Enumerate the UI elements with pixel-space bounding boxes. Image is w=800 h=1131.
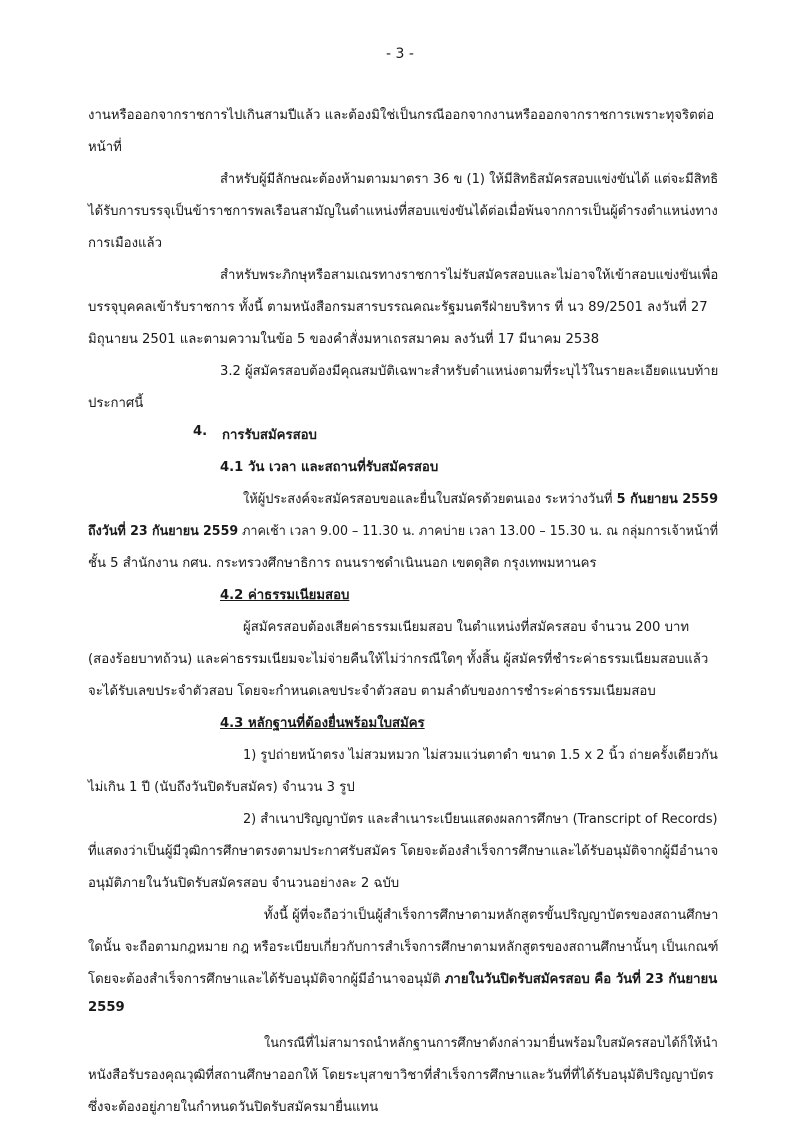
text-line: ทั้งนี้ ผู้ที่จะถือว่าเป็นผู้สำเร็จการศึกษาตามหลักสูตรขั้นปริญญาบัตรของสถานศึกษา	[264, 908, 719, 923]
text-line: หน้าที่	[88, 140, 122, 155]
text-line: ไม่เกิน 1 ปี (นับถึงวันปิดรับสมัคร) จำนวน 3 รูป	[88, 780, 355, 795]
text-line	[88, 968, 717, 989]
text-line: 1) รูปถ่ายหน้าตรง ไม่สวมหมวก ไม่สวมแว่นตาดำ ขนาด 1.5 x 2 นิ้ว ถ่ายครั้งเดียวกัน	[243, 748, 718, 763]
text-line: การเมืองแล้ว	[88, 236, 163, 251]
text-segment: โดยจะต้องสำเร็จการศึกษาและได้รับอนุมัติจากผู้มีอำนาจอนุมัติ	[88, 972, 445, 987]
subsection-heading: 4.3 หลักฐานที่ต้องยื่นพร้อมใบสมัคร	[220, 716, 425, 731]
text-line: 3.2 ผู้สมัครสอบต้องมีคุณสมบัติเฉพาะสำหรับตำแหน่งตามที่ระบุไว้ในรายละเอียดแนบท้าย	[220, 364, 719, 379]
date-start: 5 กันยายน 2559	[616, 492, 719, 507]
text-segment: ภาคเช้า เวลา 9.00 – 11.30 น. ภาคบ่าย เวลา 13.00 – 15.30 น. ณ กลุ่มการเจ้าหน้าที่	[238, 524, 719, 539]
date-end: ถึงวันที่ 23 กันยายน 2559	[88, 524, 239, 539]
text-line: หนังสือรับรองคุณวุฒิที่สถานศึกษาออกให้ โดยระบุสาขาวิชาที่สำเร็จการศึกษาและวันที่ที่ได้รับอนุมัติปริญญาบัตร	[88, 1068, 714, 1083]
text-line: บรรจุบุคคลเข้ารับราชการ ทั้งนี้ ตามหนังสือกรมสารบรรณคณะรัฐมนตรีฝ่ายบริหาร ที่ นว 89/2501 ลงวันที่ 27	[88, 300, 708, 315]
text-line: สำหรับพระภิกษุหรือสามเณรทางราชการไม่รับสมัครสอบและไม่อาจให้เข้าสอบแข่งขันเพื่อ	[220, 268, 719, 283]
text-line: จะได้รับเลขประจำตัวสอบ โดยจะกำหนดเลขประจำตัวสอบ ตามลำดับของการชำระค่าธรรมเนียมสอบ	[88, 684, 656, 699]
deadline-text: ภายในวันปิดรับสมัครสอบ คือ วันที่ 23 กันยายน	[444, 972, 718, 987]
text-line	[243, 488, 718, 509]
text-line: สำหรับผู้มีลักษณะต้องห้ามตามมาตรา 36 ข (1) ให้มีสิทธิสมัครสอบแข่งขันได้ แต่จะมีสิทธิ	[220, 172, 719, 187]
subsection-heading: 4.1 วัน เวลา และสถานที่รับสมัครสอบ	[220, 460, 439, 475]
text-line: งานหรือออกจากราชการไปเกินสามปีแล้ว และต้องมิใช่เป็นกรณีออกจากงานหรือออกจากราชการเพราะทุจริตต่อ	[88, 108, 715, 123]
section-number: 4.	[193, 424, 208, 439]
text-line: อนุมัติภายในวันปิดรับสมัครสอบ จำนวนอย่างละ 2 ฉบับ	[88, 876, 400, 891]
section-title: การรับสมัครสอบ	[222, 428, 317, 443]
text-line: ซึ่งจะต้องอยู่ภายในกำหนดวันปิดรับสมัครมายื่นแทน	[88, 1100, 379, 1115]
subsection-heading: 4.2 ค่าธรรมเนียมสอบ	[220, 588, 350, 603]
deadline-year: 2559	[88, 1000, 125, 1015]
text-line	[88, 520, 718, 541]
text-line: ผู้สมัครสอบต้องเสียค่าธรรมเนียมสอบ ในตำแหน่งที่สมัครสอบ จำนวน 200 บาท	[243, 620, 690, 635]
text-line: ใดนั้น จะถือตามกฎหมาย กฎ หรือระเบียบเกี่ยวกับการสำเร็จการศึกษาตามหลักสูตรของสถานศึกษานั้นๆ เป็นเกณฑ์	[88, 940, 719, 955]
page-number: - 3 -	[386, 46, 414, 62]
text-segment: ให้ผู้ประสงค์จะสมัครสอบขอและยื่นใบสมัครด้วยตนเอง ระหว่างวันที่	[243, 492, 617, 507]
text-line: ชั้น 5 สำนักงาน กศน. กระทรวงศึกษาธิการ ถนนราชดำเนินนอก เขตดุสิต กรุงเทพมหานคร	[88, 556, 597, 571]
text-line: 2) สำเนาปริญญาบัตร และสำเนาระเบียนแสดงผลการศึกษา (Transcript of Records)	[243, 812, 718, 827]
text-line: ในกรณีที่ไม่สามารถนำหลักฐานการศึกษาดังกล่าวมายื่นพร้อมใบสมัครสอบได้ก็ให้นำ	[264, 1036, 718, 1051]
text-line: ได้รับการบรรจุเป็นข้าราชการพลเรือนสามัญในตำแหน่งที่สอบแข่งขันได้ต่อเมื่อพ้นจากการเป็นผู้ดำรงตำแหน่งทาง	[88, 204, 718, 219]
text-line: มิถุนายน 2501 และตามความในข้อ 5 ของคำสั่งมหาเถรสมาคม ลงวันที่ 17 มีนาคม 2538	[88, 332, 600, 347]
text-line: (สองร้อยบาทถ้วน) และค่าธรรมเนียมจะไม่จ่ายคืนให้ไม่ว่ากรณีใดๆ ทั้งสิ้น ผู้สมัครที่ชำระค่าธรรมเนียมสอบแล้ว	[88, 652, 709, 667]
text-line: ที่แสดงว่าเป็นผู้มีวุฒิการศึกษาตรงตามประกาศรับสมัคร โดยจะต้องสำเร็จการศึกษาและได้รับอนุมัติจากผู้มีอำนาจ	[88, 844, 719, 859]
text-line: ประกาศนี้	[88, 396, 144, 411]
